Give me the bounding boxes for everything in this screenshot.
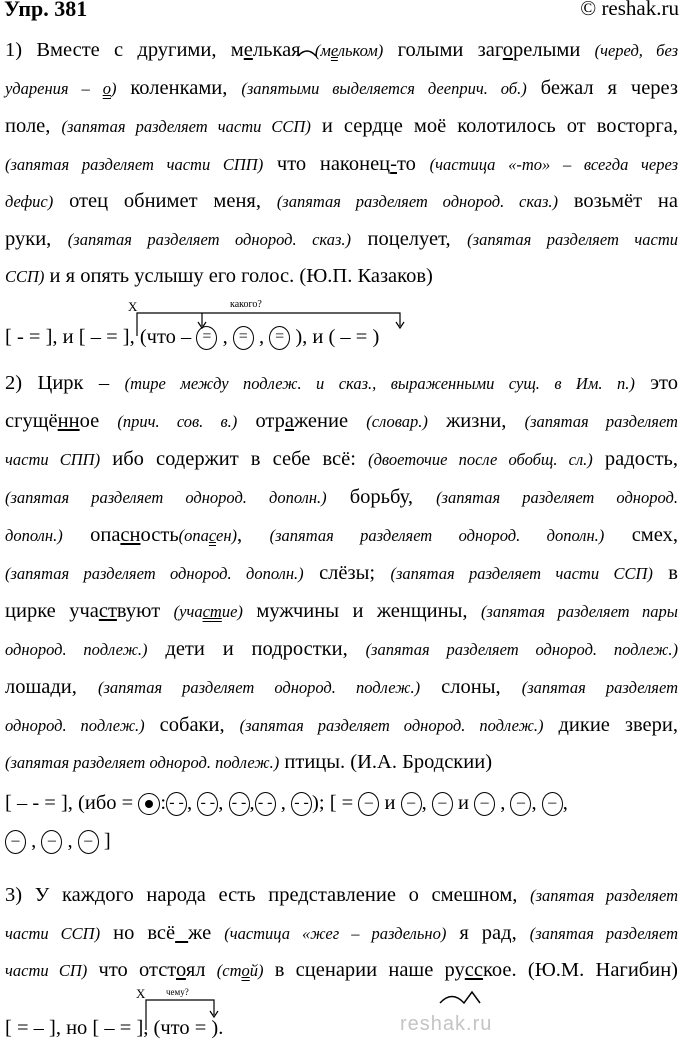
schema-oval: – xyxy=(510,792,531,816)
underlined-letter: нн xyxy=(57,410,80,432)
text-segment: ибо содержит в себе всё: xyxy=(100,448,369,470)
schema-oval: – xyxy=(5,830,26,854)
text-segment: лькая xyxy=(252,39,315,61)
text-segment: птицы. (И.А. Бродскии) xyxy=(279,751,493,773)
schema-oval: - - xyxy=(291,792,312,816)
comment-text: (запятая разделяет однород. сказ.) xyxy=(276,192,558,211)
schema-oval: = xyxy=(269,326,290,350)
text-segment: жизни, xyxy=(427,410,525,432)
comment-text: (запятая разделяет однород. xyxy=(436,488,678,507)
text-segment: но всё xyxy=(100,922,176,944)
schema-oval: - - xyxy=(197,792,218,816)
text-segment: смех, xyxy=(604,524,678,546)
text-segment: это xyxy=(634,372,678,394)
comment-text: (запятая разделяет однород. подлеж.) xyxy=(97,678,421,697)
text-segment: поле, xyxy=(5,115,62,137)
comment-text: (запятая разделяет однород. дополн.) xyxy=(5,488,327,507)
text-segment: 2) Цирк – xyxy=(5,372,125,394)
comment-text: (запятая разделяет части СПП) xyxy=(5,155,264,174)
text-segment: собаки, xyxy=(144,714,240,736)
text-segment: [ = – ], но [ – = ], (что = ). xyxy=(5,1017,224,1039)
comment-text: (частица «жег – раздельно) xyxy=(224,924,447,943)
comment-text: (м xyxy=(314,41,331,60)
text-segment: радость, xyxy=(592,448,678,470)
comment-text: однород. подлеж.) xyxy=(5,640,148,659)
comment-text: ) xyxy=(110,79,117,98)
underlined-letter: сс xyxy=(464,959,483,981)
text-segment: : xyxy=(160,792,167,814)
comment-text: (запятая разделяет xyxy=(524,412,678,431)
schema-oval: - - xyxy=(166,792,187,816)
underlined-letter xyxy=(175,922,188,944)
schema-oval: – xyxy=(542,792,563,816)
text-line xyxy=(5,674,678,701)
comment-text: (словар.) xyxy=(366,412,428,431)
text-segment: [ – - = ], (ибо = xyxy=(5,792,139,814)
text-segment: же xyxy=(188,922,225,944)
comment-text: ударения – xyxy=(5,79,103,98)
text-line xyxy=(5,37,678,64)
text-line xyxy=(5,957,678,984)
underlined-letter: а xyxy=(284,410,295,432)
comment-text: (запятая разделяет однород. сказ.) xyxy=(67,230,352,249)
text-segment: сгущё xyxy=(5,410,58,432)
comment-text: (двоеточие после обобщ. сл.) xyxy=(368,450,593,469)
text-segment: релыми xyxy=(513,39,595,61)
comment-text: части СПП) xyxy=(5,450,101,469)
text-segment: , xyxy=(237,524,270,546)
comment-text: е xyxy=(330,41,338,60)
comment-text: ие) xyxy=(221,602,243,621)
text-segment: то xyxy=(396,153,430,175)
text-segment: , xyxy=(187,792,198,814)
comment-text: ен) xyxy=(216,526,238,545)
text-segment: , xyxy=(531,792,542,814)
schema-oval: – xyxy=(41,830,62,854)
comment-text: (запятая разделяет пары xyxy=(480,602,678,621)
text-segment: , xyxy=(62,830,78,852)
text-line xyxy=(5,263,678,290)
text-segment: бежал я через xyxy=(526,77,679,99)
text-segment: , xyxy=(562,792,568,814)
text-segment: я рад, xyxy=(446,922,530,944)
text-line xyxy=(5,484,678,511)
text-segment: борьбу, xyxy=(326,486,437,508)
comment-text: части СП) xyxy=(5,961,88,980)
comment-text: (ст xyxy=(216,961,242,980)
comment-text: дополн.) xyxy=(5,526,63,545)
text-segment: опа xyxy=(62,524,121,546)
site-credit: © reshak.ru xyxy=(580,0,679,20)
text-segment: и xyxy=(379,792,401,814)
text-segment: дети и подростки, xyxy=(147,638,366,660)
comment-text: (запятыми выделяется дееприч. об.) xyxy=(241,79,527,98)
text-segment: кое. (Ю.М. Нагибин) xyxy=(483,959,678,981)
text-segment: лошади, xyxy=(5,676,98,698)
comment-text: (черед, без xyxy=(594,41,679,60)
text-line xyxy=(5,920,678,947)
comment-text: (уча xyxy=(173,602,203,621)
text-segment: что отст xyxy=(87,959,176,981)
text-segment: , xyxy=(26,830,42,852)
comment-text: с xyxy=(208,526,217,545)
comment-text: (прич. сов. в.) xyxy=(117,412,238,431)
text-segment: , xyxy=(218,792,229,814)
text-segment: голыми заг xyxy=(383,39,503,61)
x-mark-1: X xyxy=(128,299,138,314)
text-segment: мужчины и женщины, xyxy=(242,600,481,622)
comment-text: ст xyxy=(202,602,222,621)
text-segment: вуют xyxy=(116,600,174,622)
text-line xyxy=(5,408,678,435)
schema-oval: – xyxy=(78,830,99,854)
comment-text: (запятая разделяет части xyxy=(467,230,678,249)
schema-oval: - - xyxy=(255,792,276,816)
sentence-schema xyxy=(5,1015,678,1041)
schema-oval: = xyxy=(233,326,254,350)
text-segment: ); [ = xyxy=(312,792,359,814)
text-segment: отр xyxy=(237,410,285,432)
schema-oval: – xyxy=(358,792,379,816)
text-segment: 3) У каждого народа есть представление о смешном, xyxy=(5,884,531,906)
text-segment: слёзы; xyxy=(303,562,391,584)
text-line xyxy=(5,882,678,909)
text-segment: ), и ( – = ) xyxy=(290,326,380,348)
text-segment: дикие звери, xyxy=(543,714,679,736)
comment-text: (опа xyxy=(178,526,209,545)
text-segment: ое xyxy=(79,410,118,432)
question-label-1: какого? xyxy=(230,299,262,310)
text-segment: и я опять услышу его голос. (Ю.П. Казаков) xyxy=(44,265,433,287)
comment-text: (запятая разделяет однород. подлеж.) xyxy=(5,753,280,772)
comment-text: о xyxy=(102,79,111,98)
comment-text: (запятая разделяет xyxy=(530,886,678,905)
text-segment: и сердце моё колотилось от восторга, xyxy=(310,115,678,137)
sentence-schema xyxy=(5,828,678,854)
text-segment: в xyxy=(652,562,678,584)
comment-text: (запятая разделяет части ССП) xyxy=(390,564,653,583)
comment-text: (запятая разделяет части ССП) xyxy=(61,117,311,136)
underlined-letter: ст xyxy=(98,600,117,622)
exercise-title: Упр. 381 xyxy=(4,0,88,21)
comment-text: (частица «-то» – всегда через xyxy=(429,155,679,174)
text-segment: руки, xyxy=(5,228,68,250)
text-segment: жение xyxy=(294,410,367,432)
text-segment: в сценарии наше ру xyxy=(263,959,465,981)
comment-text: льком) xyxy=(337,41,384,60)
underlined-letter: о xyxy=(176,959,186,981)
sentence-schema xyxy=(5,324,678,350)
text-segment: коленками, xyxy=(116,77,242,99)
text-segment: цирке уча xyxy=(5,600,99,622)
text-segment: возьмёт на xyxy=(558,190,678,212)
comment-text: (запятая разделяет однород. дополн.) xyxy=(5,564,304,583)
schema-oval: = xyxy=(196,326,217,350)
text-segment: , xyxy=(253,326,270,348)
sentence-schema xyxy=(5,790,678,816)
text-segment: 1) Вместе с другими, м xyxy=(5,39,244,61)
text-line xyxy=(5,226,678,253)
text-segment: [ - = ], и [ – = ], (что – xyxy=(5,326,197,348)
comment-text: однород. подлеж.) xyxy=(5,716,145,735)
text-segment: , xyxy=(275,792,292,814)
text-line xyxy=(5,75,678,102)
comment-text: (запятая разделяет однород. дополн.) xyxy=(269,526,605,545)
morpheme-arc-2 xyxy=(440,992,480,1003)
text-segment: ял xyxy=(185,959,217,981)
comment-text: (тире между подлеж. и сказ., выраженными сущ. в Им. п.) xyxy=(124,374,635,393)
text-segment: ость xyxy=(140,524,179,546)
question-label-3: чему? xyxy=(166,987,189,997)
text-line xyxy=(5,370,678,397)
comment-text: о xyxy=(241,961,250,980)
text-segment: , xyxy=(495,792,511,814)
text-segment: , xyxy=(421,792,432,814)
text-line xyxy=(5,522,678,549)
schema-oval: – xyxy=(432,792,453,816)
text-segment: слоны, xyxy=(420,676,522,698)
text-segment: , xyxy=(249,792,255,814)
comment-text: (запятая разделяет xyxy=(529,924,678,943)
text-line xyxy=(5,598,678,625)
schema-oval: - - xyxy=(229,792,250,816)
schema-oval: – xyxy=(474,792,495,816)
comment-text: ССП) xyxy=(5,267,45,286)
text-segment: что наконец xyxy=(263,153,391,175)
comment-text: части ССП) xyxy=(5,924,101,943)
text-segment: , xyxy=(217,326,233,348)
watermark: reshak.ru xyxy=(400,1013,493,1035)
text-line xyxy=(5,188,678,215)
underlined-letter: е xyxy=(243,39,253,61)
text-line xyxy=(5,636,678,663)
underlined-letter: - xyxy=(390,153,397,175)
x-mark-3: X xyxy=(136,986,146,1001)
comment-text: (запятая разделяет xyxy=(521,678,678,697)
text-line xyxy=(5,712,678,739)
text-segment: и xyxy=(452,792,475,814)
schema-oval: – xyxy=(401,792,422,816)
text-line xyxy=(5,113,678,140)
comment-text: дефис) xyxy=(5,192,54,211)
text-segment: ] xyxy=(98,830,111,852)
text-segment: поцелует, xyxy=(351,228,468,250)
text-line xyxy=(5,151,678,178)
text-segment: отец обнимет меня, xyxy=(53,190,277,212)
comment-text: (запятая разделяет однород. подлеж.) xyxy=(239,716,544,735)
comment-text: (запятая разделяет однород. подлеж.) xyxy=(365,640,679,659)
comment-text: й) xyxy=(249,961,264,980)
text-line xyxy=(5,560,678,587)
underlined-letter: о xyxy=(502,39,514,61)
text-line xyxy=(5,749,678,776)
generalizing-word-circle-icon xyxy=(138,793,160,815)
underlined-letter: сн xyxy=(120,524,141,546)
text-line xyxy=(5,446,678,473)
